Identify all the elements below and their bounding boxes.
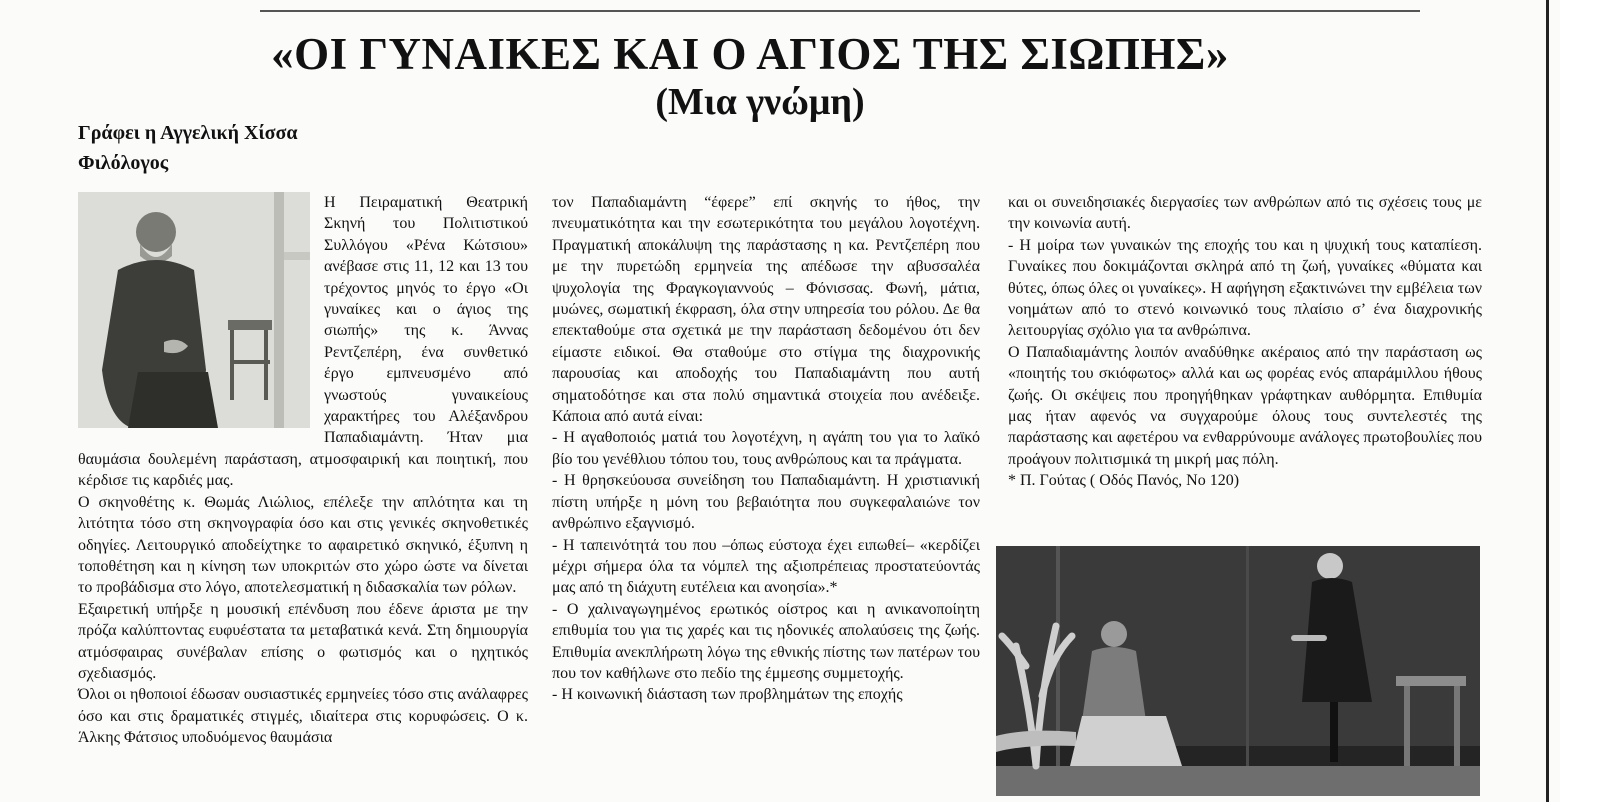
- col2-paragraph-2: - Η αγαθοποιός ματιά του λογοτέχνη, η αγάπη του για το λαϊκό βίο του γενέθλιου τόπου του, τους ανθρώπους και τα πράγματα.: [552, 429, 980, 468]
- stage-illustration: [996, 546, 1480, 796]
- col1-paragraph-1: Η Πειραματική Θεατρική Σκηνή του Πολιτιστικού Συλλόγου «Ρένα Κώτσιου» ανέβασε στις 11, 12 και 13 του τρέχοντος μηνός το έργο «Οι γυναίκες και ο άγιος της σιωπής» της κ. Άννας Ρεντζεπέρη, ένα συνθετικό έργο εμπνευσμένο από γνωστούς γυναικείους χαρακτήρες του Αλέξανδρου Παπαδιαμάντη. Ήταν μια θαυμάσια δουλεμένη παράσταση, ατμοσφαιρική και ποιητική, που κέρδισε τις καρδιές μας.: [78, 194, 528, 490]
- portrait-illustration: [78, 192, 310, 428]
- col2-paragraph-4: - Η ταπεινότητά του που –όπως εύστοχα έχει ειπωθεί– «κερδίζει μέχρι σήμερα όλα τα νόμπελ της αξιοπρέπειας προστατεύοντάς μας από τη διάχυτη ευτέλεια και ανοησία».*: [552, 536, 980, 597]
- col3-paragraph-1: και οι συνειδησιακές διεργασίες των ανθρώπων από τις σχέσεις τους με την κοινωνία αυτή.: [1008, 194, 1482, 233]
- col2-paragraph-1: τον Παπαδιαμάντη “έφερε” επί σκηνής το ήθος, την πνευματικότητα και την εσωτερικότητα του μεγάλου λογοτέχνη. Πραγματική αποκάλυψη της παράστασης η κα. Ρεντζεπέρη που με την πυρετώδη ερμηνεία της απέδωσε την αβυσσαλέα ψυχολογία της Φραγκογιαννούς – Φόνισσας. Φωνή, μάτια, μυώνες, σωματική έκφραση, όλα στην υπηρεσία του ρόλου. Δε θα επεκταθούμε στα σχετικά με την παράσταση δεδομένου ότι δεν είμαστε ειδικοί. Θα σταθούμε στο στίγμα της διαχρονικής παρουσίας και αποδοχής του Παπαδιαμάντη που αυτή σηματοδότησε και στα πολύ σημαντικά στοιχεία που ανέδειξε. Κάποια από αυτά είναι:: [552, 194, 980, 426]
- col3-paragraph-2: - Η μοίρα των γυναικών της εποχής του και η ψυχική τους καταπίεση. Γυναίκες που δοκιμάζονται σκληρά από τη ζωή, γυναίκες «θύματα και θύτες, όπως όλες οι γυναίκες». Η αφήγηση εξακτινώνει την εμβέλεια των νοημάτων από το στενό κοινωνικό τους πλαίσιο σ’ ένα διαχρονικής λειτουργίας σχόλιο για τα ανθρώπινα.: [1008, 236, 1482, 340]
- column-3: [1008, 192, 1482, 492]
- portrait-photo: [78, 192, 310, 428]
- top-rule: [260, 0, 1420, 12]
- column-2: [552, 192, 980, 706]
- col1-paragraph-3: Εξαιρετική υπήρξε η μουσική επένδυση που έδενε άριστα με την πρόζα καλύπτοντας ευφυέστατα τα μεταβατικά κενά. Στη δημιουργία ατμόσφαιρας συνέβαλαν επίσης ο φωτισμός και ο ηχητικός σχεδιασμός.: [78, 600, 528, 682]
- col1-paragraph-2: Ο σκηνοθέτης κ. Θωμάς Λιώλιος, επέλεξε την απλότητα και τη λιτότητα τόσο στη σκηνογραφία όσο και στις γενικές σκηνοθετικές οδηγίες. Λειτουργικό αποδείχτηκε το αφαιρετικό σκηνικό, έξυπνη η τοποθέτηση και η κίνηση των υποκριτών στο χώρο ώστε να δίνεται το προβάδισμα στο λόγο, αποτελεσματική η διδασκαλία των ρόλων.: [78, 493, 528, 597]
- author-line: Γράφει η Αγγελική Χίσσα: [78, 122, 298, 144]
- col2-paragraph-6: - Η κοινωνική διάσταση των προβλημάτων της εποχής: [552, 686, 903, 704]
- column-1: [78, 192, 528, 749]
- author-role: Φιλόλογος: [78, 152, 169, 174]
- col2-paragraph-5: - Ο χαλιναγωγημένος ερωτικός οίστρος και η ανικανοποίητη επιθυμία του για τις χαρές και τις ηδονικές απολαύσεις της ζωής. Επιθυμία ανεκπλήρωτη λόγω της εθνικής πίστης των πατέρων του που τον καθήλωνε στο πεδίο της έμμεσης συμμετοχής.: [552, 600, 980, 682]
- byline: [78, 118, 298, 178]
- col3-paragraph-3: Ο Παπαδιαμάντης λοιπόν αναδύθηκε ακέραιος από την παράσταση ως «ποιητής του σκιόφωτος» αλλά και ως φορέας ενός απαράμιλλου ήθους ζωής. Οι σκέψεις που προηγήθηκαν γράφτηκαν αυθόρμητα. Επιθυμία μας ήταν αφενός να συγχαρούμε όλους τους συντελεστές της παράστασης και αφετέρου να ενθαρρύνουμε ανάλογες πρωτοβουλίες που προάγουν πολιτισμικά τη μικρή μας πόλη.: [1008, 343, 1482, 468]
- stage-photo: [996, 546, 1480, 796]
- article-subtitle: (Μια γνώμη): [655, 81, 865, 123]
- footnote: * Π. Γούτας ( Οδός Πανός, Νο 120): [1008, 472, 1240, 490]
- page-edge: [1546, 0, 1549, 802]
- col2-paragraph-3: - Η θρησκεύουσα συνείδηση του Παπαδιαμάντη. Η χριστιανική πίστη υπήρξε η μόνη του βεβαιότητα που συγκεφαλαιώνε τον ανθρώπινο εξαγνισμό.: [552, 472, 980, 533]
- article-title: «ΟΙ ΓΥΝΑΙΚΕΣ ΚΑΙ Ο ΑΓΙΟΣ ΤΗΣ ΣΙΩΠΗΣ»: [271, 29, 1229, 79]
- col1-paragraph-4: Όλοι οι ηθοποιοί έδωσαν ουσιαστικές ερμηνείες τόσο στις ανάλαφρες όσο και στις δραματικές στιγμές, ιδιαίτερα στις κορυφώσεις. Ο κ. Άλκης Φάτσιος υποδυόμενος θαυμάσια: [78, 686, 528, 747]
